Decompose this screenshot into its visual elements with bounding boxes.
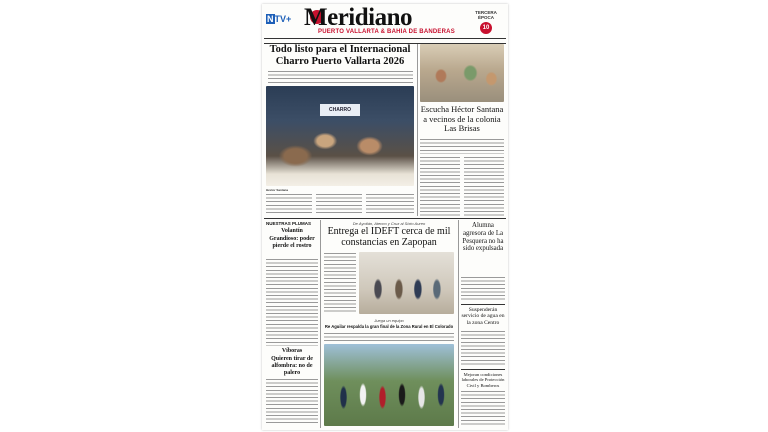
edition-label: TERCERA ÉPOCA bbox=[475, 10, 497, 20]
right-story-2: Suspenderán servicio de agua en la zona Centro bbox=[461, 307, 505, 326]
column-divider bbox=[417, 44, 418, 216]
opinion-col2-head: Víboras bbox=[281, 348, 303, 354]
newspaper-page bbox=[262, 4, 508, 430]
lead-summary bbox=[268, 70, 413, 84]
ntv-logo-text: TV+ bbox=[274, 14, 292, 24]
column-divider-right bbox=[458, 220, 459, 428]
right-body-a bbox=[420, 138, 504, 154]
opinion-section-label: NUESTRAS PLUMAS bbox=[266, 221, 312, 226]
lead-photo bbox=[266, 86, 414, 186]
center-body bbox=[324, 252, 356, 314]
lead-body-col1 bbox=[266, 193, 312, 215]
opinion-col2-title: Quieren tirar de alfombra: no de palero bbox=[271, 356, 313, 376]
right-photo bbox=[420, 44, 504, 102]
lead-body-col2 bbox=[316, 193, 362, 215]
opinion-col2-body bbox=[266, 378, 318, 426]
center-headline: Entrega el IDEFT cerca de mil constancias en Zapopan bbox=[327, 226, 451, 248]
right-body-b bbox=[420, 156, 460, 216]
column-divider-left bbox=[320, 220, 321, 428]
center-kicker-2: Juega un equipo bbox=[374, 318, 404, 323]
opinion-col1-head: Volantín bbox=[281, 228, 303, 234]
lead-headline: Todo listo para el Internacional Charro Puerto Vallarta 2026 bbox=[269, 44, 411, 67]
lead-body-col3 bbox=[366, 193, 414, 215]
ntv-logo-letter: N bbox=[267, 14, 274, 24]
center-subhead: Re Aguilar respalda la gran final de la Zona Rural en El Colorado bbox=[324, 324, 454, 329]
right-story-1-body bbox=[461, 276, 505, 300]
opinion-col1-title: Grandioso: poder pierde el rostro bbox=[269, 236, 315, 249]
ntv-logo bbox=[266, 14, 291, 24]
lead-photo-sign: CHARRO bbox=[320, 104, 360, 116]
opinion-col1-body bbox=[266, 258, 318, 346]
masthead-title: Meridiano bbox=[304, 4, 412, 31]
right-body-c bbox=[464, 156, 504, 216]
center-sub-body bbox=[324, 332, 454, 342]
right-story-1: Alumna agresora de La Pesquera no ha sido expulsada bbox=[462, 222, 504, 253]
section-rule bbox=[264, 218, 506, 219]
lead-photo-caption: Héctor Santana bbox=[266, 188, 289, 192]
center-photo-top bbox=[359, 252, 454, 314]
right-headline: Escucha Héctor Santana a vecinos de la colonia Las Brisas bbox=[420, 104, 504, 133]
center-photo-bottom bbox=[324, 344, 454, 426]
page-number-badge: 10 bbox=[480, 22, 492, 34]
center-kicker: De Ayotlán, Atenco y Cruz al Sixto Aureo bbox=[352, 221, 426, 226]
right-story-2-body bbox=[461, 330, 505, 366]
right-story-3-body bbox=[461, 390, 505, 426]
right-story-3: Mejoran condiciones laborales de Protección Civil y Bomberos bbox=[461, 372, 505, 388]
masthead-subtitle: PUERTO VALLARTA & BAHIA DE BANDERAS bbox=[318, 29, 455, 35]
